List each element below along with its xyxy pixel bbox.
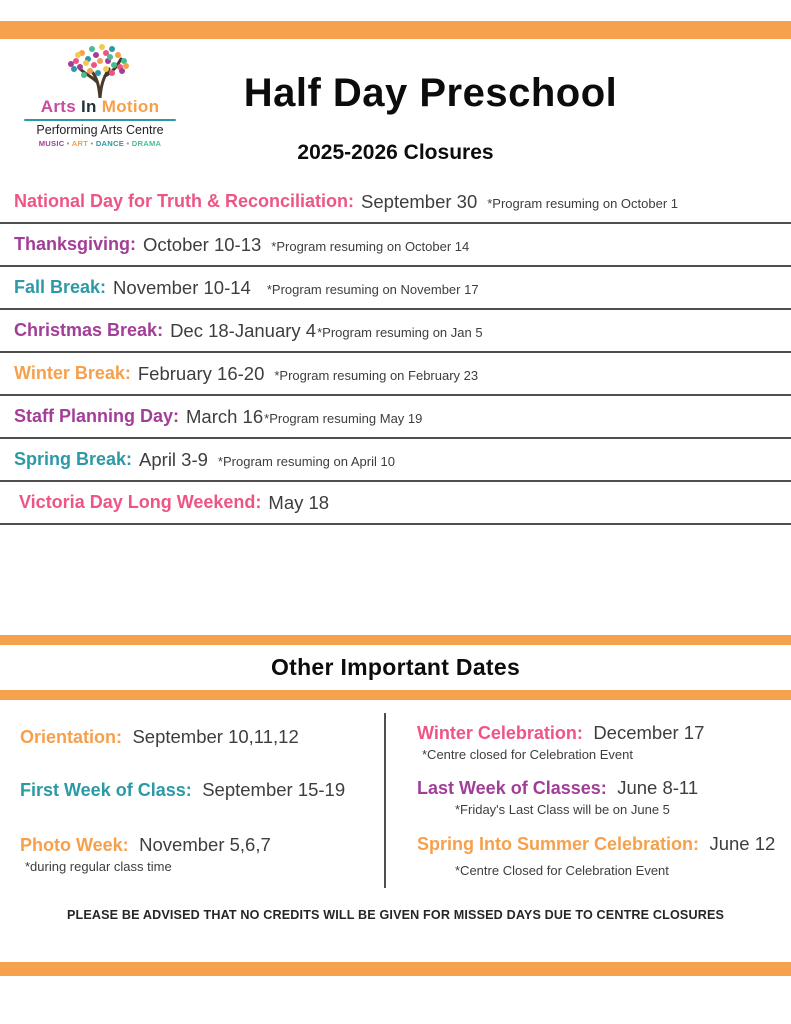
closure-row-victoria-day (0, 482, 791, 525)
logo-tag-art: ART (71, 139, 89, 149)
other-dates-left-column (0, 700, 384, 896)
band-bottom-bar (0, 690, 791, 700)
closure-date: April 3-9 (139, 448, 208, 470)
closure-note: *Program resuming May 19 (264, 410, 423, 426)
closure-note: *Program resuming on February 23 (274, 367, 479, 383)
closure-note: *Program resuming on April 10 (217, 453, 395, 469)
tag-dot: • (66, 139, 70, 149)
od-note: *Centre closed for Celebration Event (422, 747, 634, 762)
closure-label: Victoria Day Long Weekend: (19, 492, 262, 512)
logo-subtitle: Performing Arts Centre (36, 122, 164, 137)
other-dates-columns (0, 700, 791, 896)
od-date: December 17 (593, 722, 705, 743)
closure-note: *Program resuming on October 14 (271, 238, 470, 254)
closure-label: Staff Planning Day: (14, 406, 180, 426)
od-note: *during regular class time (25, 859, 172, 874)
closure-note: *Program resuming on October 1 (487, 195, 679, 211)
od-label: Winter Celebration: (417, 723, 583, 743)
logo-word-in: In (81, 97, 97, 116)
closure-date: November 10-14 (113, 276, 251, 298)
closure-label: Christmas Break: (14, 320, 164, 340)
other-dates-right-column (386, 700, 791, 896)
od-label: Orientation: (20, 727, 122, 747)
closure-row-thanksgiving (0, 224, 791, 267)
closure-note: *Program resuming on November 17 (266, 281, 479, 297)
logo-word-arts: Arts (40, 97, 76, 116)
closure-date: February 16-20 (137, 362, 265, 384)
closure-date: October 10-13 (143, 233, 262, 255)
od-label: First Week of Class: (20, 780, 192, 800)
closure-note: *Program resuming on Jan 5 (317, 324, 483, 340)
tag-dot: • (126, 139, 130, 149)
od-item-winter-celebration (417, 722, 791, 744)
od-label: Spring Into Summer Celebration: (417, 834, 700, 854)
closure-label: National Day for Truth & Reconciliation: (14, 191, 355, 211)
closure-date: Dec 18-January 4 (170, 319, 317, 341)
od-note: *Centre Closed for Celebration Event (455, 863, 669, 878)
closure-label: Spring Break: (14, 449, 133, 469)
logo-tag-music: MUSIC (38, 139, 65, 149)
closure-label: Fall Break: (14, 277, 107, 297)
od-note: *Friday's Last Class will be on June 5 (455, 802, 670, 817)
page-title: Half Day Preschool (243, 71, 618, 115)
closure-date: May 18 (268, 491, 330, 513)
top-orange-bar (0, 21, 791, 39)
closures-list (0, 181, 791, 525)
page-subtitle: 2025-2026 Closures (297, 141, 494, 164)
closure-row-christmas-break (0, 310, 791, 353)
od-date: November 5,6,7 (139, 834, 271, 855)
band-top-bar (0, 635, 791, 645)
logo-tag-dance: DANCE (95, 139, 125, 149)
closure-row-spring-break (0, 439, 791, 482)
od-date: September 15-19 (202, 779, 346, 800)
od-date: September 10,11,12 (132, 726, 299, 747)
logo-word-motion: Motion (101, 97, 160, 116)
od-item-last-week (417, 777, 791, 799)
closure-date: March 16 (186, 405, 264, 427)
closure-row-fall-break (0, 267, 791, 310)
od-label: Photo Week: (20, 835, 129, 855)
other-dates-band (0, 635, 791, 700)
logo-tag-drama: DRAMA (131, 139, 162, 149)
od-item-orientation (20, 726, 384, 748)
closure-row-national-day (0, 181, 791, 224)
od-item-first-week (20, 779, 384, 801)
closure-date: September 30 (361, 190, 478, 212)
closure-label: Winter Break: (14, 363, 131, 383)
tag-dot: • (90, 139, 94, 149)
closure-label: Thanksgiving: (14, 234, 137, 254)
od-item-photo-week (20, 834, 384, 856)
logo-divider-line (24, 119, 176, 121)
bottom-orange-bar (0, 962, 791, 976)
other-dates-title: Other Important Dates (270, 654, 521, 680)
od-date: June 8-11 (617, 777, 699, 798)
closure-row-winter-break (0, 353, 791, 396)
footer-notice: PLEASE BE ADVISED THAT NO CREDITS WILL BE GIVEN FOR MISSED DAYS DUE TO CENTRE CLOSURES (66, 908, 725, 922)
od-label: Last Week of Classes: (417, 778, 607, 798)
od-item-spring-summer-celebration (417, 833, 791, 855)
od-date: June 12 (709, 833, 776, 854)
closure-row-staff-planning (0, 396, 791, 439)
